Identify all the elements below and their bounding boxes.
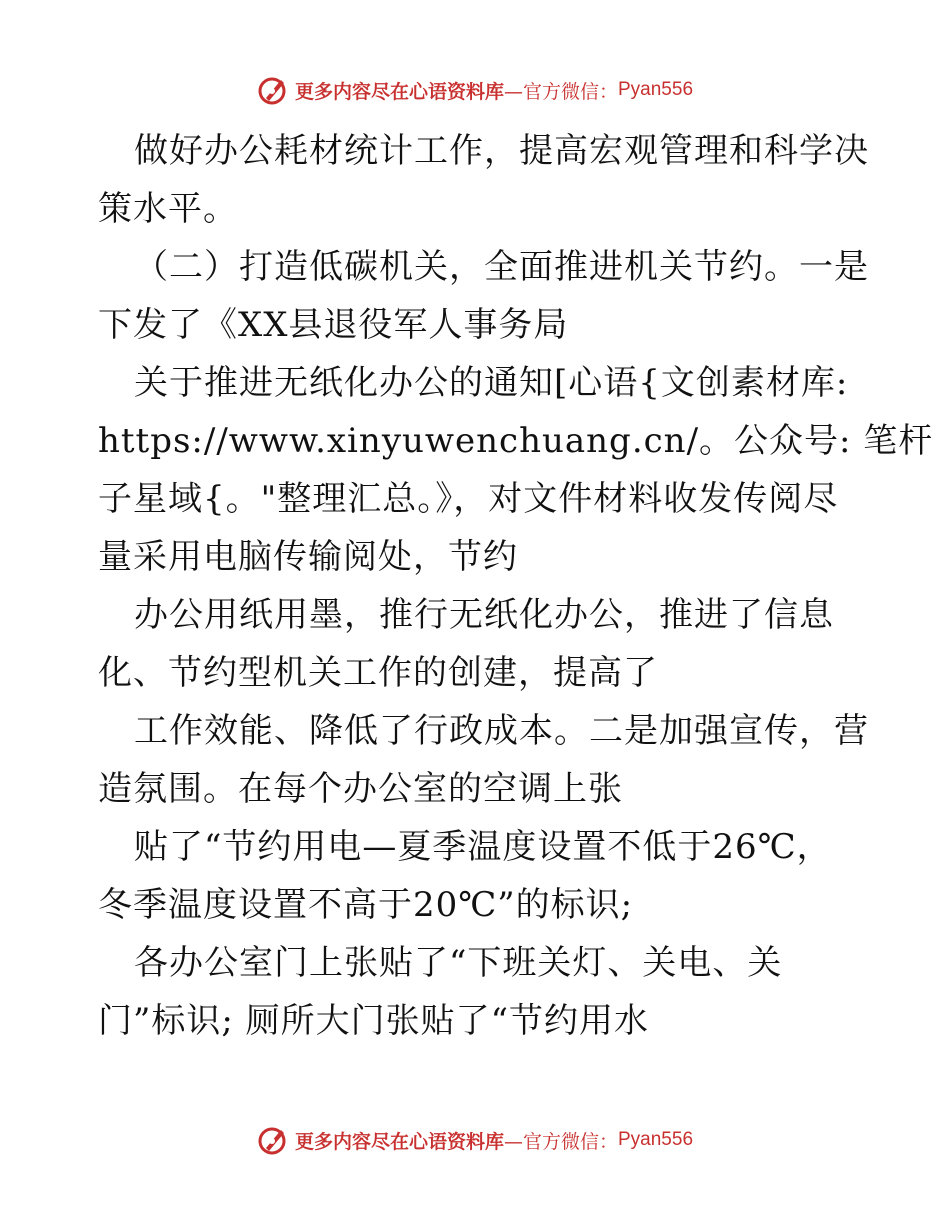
text-line: https://www.xinyuwenchuang.cn/。公众号: 笔杆: [98, 421, 934, 461]
text-line: 子星域{。"整理汇总。》，对文件材料收发传阅尽: [98, 479, 839, 519]
text-line: 工作效能、降低了行政成本。二是加强宣传，营: [134, 711, 869, 751]
text-line: 下发了《XX县退役军人事务局: [98, 305, 569, 345]
text-line: 贴了“节约用电—夏季温度设置不低于26℃，: [134, 827, 832, 867]
banner-wechat-id: Pyan556: [618, 1129, 694, 1150]
document-body: [98, 122, 934, 1050]
text-line: 门”标识; 厕所大门张贴了“节约用水: [98, 1001, 650, 1041]
text-line: 量采用电脑传输阅处，节约: [98, 537, 518, 577]
pen-logo-icon: [257, 74, 289, 106]
banner-wechat-label: —官方微信：: [503, 1130, 618, 1153]
text-line: 各办公室门上张贴了“下班关灯、关电、关: [134, 943, 783, 983]
header-watermark-banner: [0, 70, 950, 110]
banner-main-text: 更多内容尽在心语资料库: [294, 1130, 504, 1153]
banner-main-text: 更多内容尽在心语资料库: [294, 80, 504, 103]
text-line: 关于推进无纸化办公的通知[心语{文创素材库:: [134, 363, 849, 403]
text-line: 化、节约型机关工作的创建，提高了: [98, 653, 658, 693]
text-line: 做好办公耗材统计工作，提高宏观管理和科学决: [134, 131, 869, 171]
banner-wechat-id: Pyan556: [618, 79, 694, 100]
text-line: 办公用纸用墨，推行无纸化办公，推进了信息: [134, 595, 834, 635]
footer-watermark-banner: [0, 1120, 950, 1160]
text-line: （二）打造低碳机关，全面推进机关节约。一是: [134, 247, 869, 287]
text-line: 造氛围。在每个办公室的空调上张: [98, 769, 623, 809]
text-line: 策水平。: [98, 189, 238, 229]
banner-wechat-label: —官方微信：: [503, 80, 618, 103]
text-line: 冬季温度设置不高于20℃”的标识;: [98, 885, 634, 925]
pen-logo-icon: [257, 1124, 289, 1156]
